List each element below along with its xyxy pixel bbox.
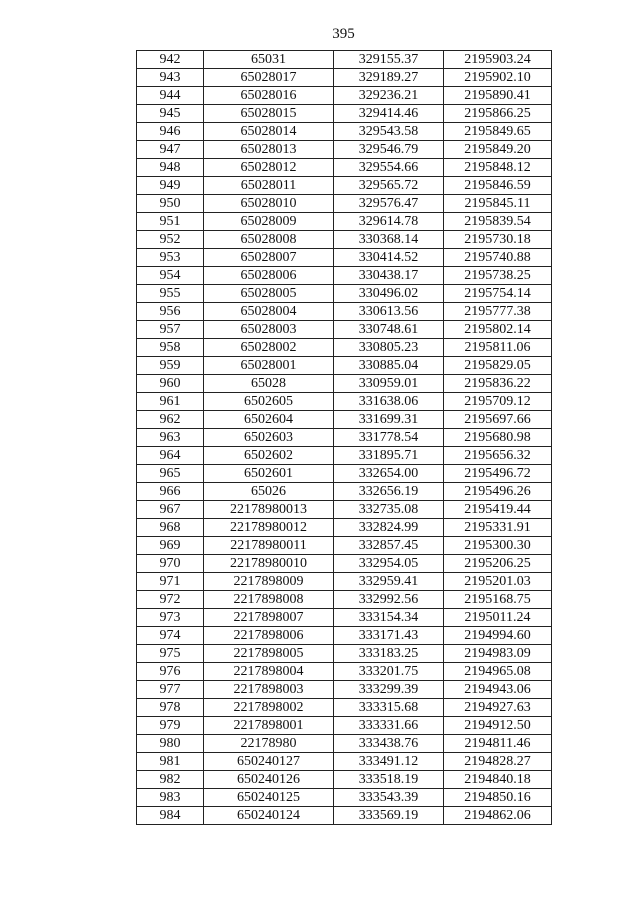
x-coordinate-cell: 331778.54 <box>334 429 444 447</box>
point-id-cell: 6502603 <box>204 429 334 447</box>
table-row <box>137 393 552 411</box>
y-coordinate-cell: 2195811.06 <box>444 339 552 357</box>
row-number-cell: 949 <box>137 177 204 195</box>
point-id-cell: 65028012 <box>204 159 334 177</box>
row-number-cell: 943 <box>137 69 204 87</box>
point-id-cell: 65028 <box>204 375 334 393</box>
y-coordinate-cell: 2195331.91 <box>444 519 552 537</box>
table-row <box>137 771 552 789</box>
table-row <box>137 375 552 393</box>
y-coordinate-cell: 2194862.06 <box>444 807 552 825</box>
row-number-cell: 979 <box>137 717 204 735</box>
table-row <box>137 537 552 555</box>
point-id-cell: 22178980 <box>204 735 334 753</box>
point-id-cell: 22178980012 <box>204 519 334 537</box>
y-coordinate-cell: 2195168.75 <box>444 591 552 609</box>
y-coordinate-cell: 2194811.46 <box>444 735 552 753</box>
y-coordinate-cell: 2194840.18 <box>444 771 552 789</box>
row-number-cell: 977 <box>137 681 204 699</box>
point-id-cell: 650240127 <box>204 753 334 771</box>
x-coordinate-cell: 333183.25 <box>334 645 444 663</box>
point-id-cell: 65028005 <box>204 285 334 303</box>
row-number-cell: 955 <box>137 285 204 303</box>
x-coordinate-cell: 333543.39 <box>334 789 444 807</box>
x-coordinate-cell: 330438.17 <box>334 267 444 285</box>
table-row <box>137 627 552 645</box>
table-row <box>137 411 552 429</box>
point-id-cell: 22178980011 <box>204 537 334 555</box>
y-coordinate-cell: 2195680.98 <box>444 429 552 447</box>
row-number-cell: 973 <box>137 609 204 627</box>
y-coordinate-cell: 2195902.10 <box>444 69 552 87</box>
table-row <box>137 663 552 681</box>
table-row <box>137 267 552 285</box>
point-id-cell: 65028007 <box>204 249 334 267</box>
x-coordinate-cell: 332735.08 <box>334 501 444 519</box>
x-coordinate-cell: 330613.56 <box>334 303 444 321</box>
y-coordinate-cell: 2195836.22 <box>444 375 552 393</box>
y-coordinate-cell: 2195777.38 <box>444 303 552 321</box>
row-number-cell: 957 <box>137 321 204 339</box>
row-number-cell: 963 <box>137 429 204 447</box>
point-id-cell: 65028009 <box>204 213 334 231</box>
y-coordinate-cell: 2195419.44 <box>444 501 552 519</box>
table-row <box>137 321 552 339</box>
row-number-cell: 954 <box>137 267 204 285</box>
x-coordinate-cell: 329236.21 <box>334 87 444 105</box>
y-coordinate-cell: 2194943.06 <box>444 681 552 699</box>
row-number-cell: 956 <box>137 303 204 321</box>
row-number-cell: 952 <box>137 231 204 249</box>
table-row <box>137 807 552 825</box>
y-coordinate-cell: 2194912.50 <box>444 717 552 735</box>
y-coordinate-cell: 2195848.12 <box>444 159 552 177</box>
x-coordinate-cell: 332656.19 <box>334 483 444 501</box>
point-id-cell: 65028013 <box>204 141 334 159</box>
row-number-cell: 945 <box>137 105 204 123</box>
table-row <box>137 87 552 105</box>
table-row <box>137 231 552 249</box>
y-coordinate-cell: 2195011.24 <box>444 609 552 627</box>
table-row <box>137 789 552 807</box>
x-coordinate-cell: 329614.78 <box>334 213 444 231</box>
x-coordinate-cell: 333299.39 <box>334 681 444 699</box>
y-coordinate-cell: 2195754.14 <box>444 285 552 303</box>
row-number-cell: 974 <box>137 627 204 645</box>
x-coordinate-cell: 331895.71 <box>334 447 444 465</box>
x-coordinate-cell: 330496.02 <box>334 285 444 303</box>
row-number-cell: 967 <box>137 501 204 519</box>
table-row <box>137 447 552 465</box>
y-coordinate-cell: 2194983.09 <box>444 645 552 663</box>
table-row <box>137 339 552 357</box>
row-number-cell: 982 <box>137 771 204 789</box>
y-coordinate-cell: 2195903.24 <box>444 51 552 69</box>
row-number-cell: 958 <box>137 339 204 357</box>
row-number-cell: 953 <box>137 249 204 267</box>
point-id-cell: 65028004 <box>204 303 334 321</box>
point-id-cell: 22178980010 <box>204 555 334 573</box>
point-id-cell: 65028017 <box>204 69 334 87</box>
x-coordinate-cell: 332824.99 <box>334 519 444 537</box>
table-row <box>137 483 552 501</box>
x-coordinate-cell: 329414.46 <box>334 105 444 123</box>
x-coordinate-cell: 333331.66 <box>334 717 444 735</box>
page-number: 395 <box>332 26 355 42</box>
x-coordinate-cell: 332992.56 <box>334 591 444 609</box>
row-number-cell: 980 <box>137 735 204 753</box>
x-coordinate-cell: 329189.27 <box>334 69 444 87</box>
table-row <box>137 573 552 591</box>
y-coordinate-cell: 2195849.20 <box>444 141 552 159</box>
point-id-cell: 2217898008 <box>204 591 334 609</box>
x-coordinate-cell: 330885.04 <box>334 357 444 375</box>
table-row <box>137 69 552 87</box>
table-row <box>137 105 552 123</box>
x-coordinate-cell: 330414.52 <box>334 249 444 267</box>
x-coordinate-cell: 331638.06 <box>334 393 444 411</box>
row-number-cell: 968 <box>137 519 204 537</box>
x-coordinate-cell: 329565.72 <box>334 177 444 195</box>
row-number-cell: 969 <box>137 537 204 555</box>
point-id-cell: 6502601 <box>204 465 334 483</box>
point-id-cell: 65028006 <box>204 267 334 285</box>
table-row <box>137 519 552 537</box>
x-coordinate-cell: 331699.31 <box>334 411 444 429</box>
x-coordinate-cell: 333154.34 <box>334 609 444 627</box>
point-id-cell: 65028016 <box>204 87 334 105</box>
point-id-cell: 650240124 <box>204 807 334 825</box>
x-coordinate-cell: 330805.23 <box>334 339 444 357</box>
point-id-cell: 2217898009 <box>204 573 334 591</box>
x-coordinate-cell: 333315.68 <box>334 699 444 717</box>
x-coordinate-cell: 333201.75 <box>334 663 444 681</box>
table-row <box>137 501 552 519</box>
point-id-cell: 6502604 <box>204 411 334 429</box>
y-coordinate-cell: 2194927.63 <box>444 699 552 717</box>
x-coordinate-cell: 330748.61 <box>334 321 444 339</box>
row-number-cell: 970 <box>137 555 204 573</box>
table-row <box>137 159 552 177</box>
table-row <box>137 717 552 735</box>
y-coordinate-cell: 2195496.72 <box>444 465 552 483</box>
row-number-cell: 960 <box>137 375 204 393</box>
row-number-cell: 976 <box>137 663 204 681</box>
point-id-cell: 65028008 <box>204 231 334 249</box>
point-id-cell: 65028001 <box>204 357 334 375</box>
y-coordinate-cell: 2195802.14 <box>444 321 552 339</box>
point-id-cell: 65028015 <box>204 105 334 123</box>
row-number-cell: 942 <box>137 51 204 69</box>
x-coordinate-cell: 333171.43 <box>334 627 444 645</box>
y-coordinate-cell: 2194828.27 <box>444 753 552 771</box>
row-number-cell: 975 <box>137 645 204 663</box>
row-number-cell: 962 <box>137 411 204 429</box>
row-number-cell: 944 <box>137 87 204 105</box>
x-coordinate-cell: 332654.00 <box>334 465 444 483</box>
table-row <box>137 141 552 159</box>
x-coordinate-cell: 329155.37 <box>334 51 444 69</box>
table-row <box>137 681 552 699</box>
x-coordinate-cell: 333438.76 <box>334 735 444 753</box>
point-id-cell: 2217898006 <box>204 627 334 645</box>
row-number-cell: 959 <box>137 357 204 375</box>
table-row <box>137 51 552 69</box>
y-coordinate-cell: 2195846.59 <box>444 177 552 195</box>
y-coordinate-cell: 2195656.32 <box>444 447 552 465</box>
y-coordinate-cell: 2195740.88 <box>444 249 552 267</box>
point-id-cell: 650240126 <box>204 771 334 789</box>
y-coordinate-cell: 2195890.41 <box>444 87 552 105</box>
point-id-cell: 65028003 <box>204 321 334 339</box>
row-number-cell: 950 <box>137 195 204 213</box>
row-number-cell: 946 <box>137 123 204 141</box>
point-id-cell: 2217898001 <box>204 717 334 735</box>
x-coordinate-cell: 329543.58 <box>334 123 444 141</box>
y-coordinate-cell: 2194994.60 <box>444 627 552 645</box>
y-coordinate-cell: 2194850.16 <box>444 789 552 807</box>
y-coordinate-cell: 2195849.65 <box>444 123 552 141</box>
table-row <box>137 699 552 717</box>
x-coordinate-cell: 333518.19 <box>334 771 444 789</box>
table-row <box>137 465 552 483</box>
x-coordinate-cell: 333569.19 <box>334 807 444 825</box>
row-number-cell: 948 <box>137 159 204 177</box>
table-row <box>137 591 552 609</box>
table-row <box>137 195 552 213</box>
point-id-cell: 6502605 <box>204 393 334 411</box>
y-coordinate-cell: 2194965.08 <box>444 663 552 681</box>
point-id-cell: 22178980013 <box>204 501 334 519</box>
row-number-cell: 966 <box>137 483 204 501</box>
row-number-cell: 961 <box>137 393 204 411</box>
table-row <box>137 249 552 267</box>
row-number-cell: 964 <box>137 447 204 465</box>
point-id-cell: 65031 <box>204 51 334 69</box>
y-coordinate-cell: 2195730.18 <box>444 231 552 249</box>
table-row <box>137 429 552 447</box>
y-coordinate-cell: 2195845.11 <box>444 195 552 213</box>
y-coordinate-cell: 2195839.54 <box>444 213 552 231</box>
point-id-cell: 650240125 <box>204 789 334 807</box>
x-coordinate-cell: 332857.45 <box>334 537 444 555</box>
table-row <box>137 177 552 195</box>
row-number-cell: 981 <box>137 753 204 771</box>
point-id-cell: 2217898002 <box>204 699 334 717</box>
point-id-cell: 2217898004 <box>204 663 334 681</box>
point-id-cell: 65026 <box>204 483 334 501</box>
y-coordinate-cell: 2195496.26 <box>444 483 552 501</box>
y-coordinate-cell: 2195206.25 <box>444 555 552 573</box>
x-coordinate-cell: 329554.66 <box>334 159 444 177</box>
coordinates-table-body <box>137 51 552 825</box>
table-row <box>137 645 552 663</box>
table-row <box>137 303 552 321</box>
x-coordinate-cell: 330959.01 <box>334 375 444 393</box>
x-coordinate-cell: 332954.05 <box>334 555 444 573</box>
row-number-cell: 972 <box>137 591 204 609</box>
table-row <box>137 609 552 627</box>
x-coordinate-cell: 332959.41 <box>334 573 444 591</box>
table-row <box>137 123 552 141</box>
row-number-cell: 983 <box>137 789 204 807</box>
y-coordinate-cell: 2195829.05 <box>444 357 552 375</box>
table-row <box>137 753 552 771</box>
table-row <box>137 357 552 375</box>
row-number-cell: 947 <box>137 141 204 159</box>
point-id-cell: 65028014 <box>204 123 334 141</box>
y-coordinate-cell: 2195201.03 <box>444 573 552 591</box>
point-id-cell: 2217898005 <box>204 645 334 663</box>
x-coordinate-cell: 329546.79 <box>334 141 444 159</box>
point-id-cell: 6502602 <box>204 447 334 465</box>
coordinates-table <box>136 50 552 825</box>
point-id-cell: 65028002 <box>204 339 334 357</box>
row-number-cell: 965 <box>137 465 204 483</box>
y-coordinate-cell: 2195697.66 <box>444 411 552 429</box>
row-number-cell: 984 <box>137 807 204 825</box>
row-number-cell: 951 <box>137 213 204 231</box>
y-coordinate-cell: 2195300.30 <box>444 537 552 555</box>
point-id-cell: 2217898007 <box>204 609 334 627</box>
x-coordinate-cell: 330368.14 <box>334 231 444 249</box>
point-id-cell: 65028011 <box>204 177 334 195</box>
row-number-cell: 971 <box>137 573 204 591</box>
x-coordinate-cell: 333491.12 <box>334 753 444 771</box>
y-coordinate-cell: 2195738.25 <box>444 267 552 285</box>
y-coordinate-cell: 2195866.25 <box>444 105 552 123</box>
y-coordinate-cell: 2195709.12 <box>444 393 552 411</box>
x-coordinate-cell: 329576.47 <box>334 195 444 213</box>
point-id-cell: 65028010 <box>204 195 334 213</box>
table-row <box>137 735 552 753</box>
table-row <box>137 555 552 573</box>
table-row <box>137 213 552 231</box>
row-number-cell: 978 <box>137 699 204 717</box>
point-id-cell: 2217898003 <box>204 681 334 699</box>
table-row <box>137 285 552 303</box>
